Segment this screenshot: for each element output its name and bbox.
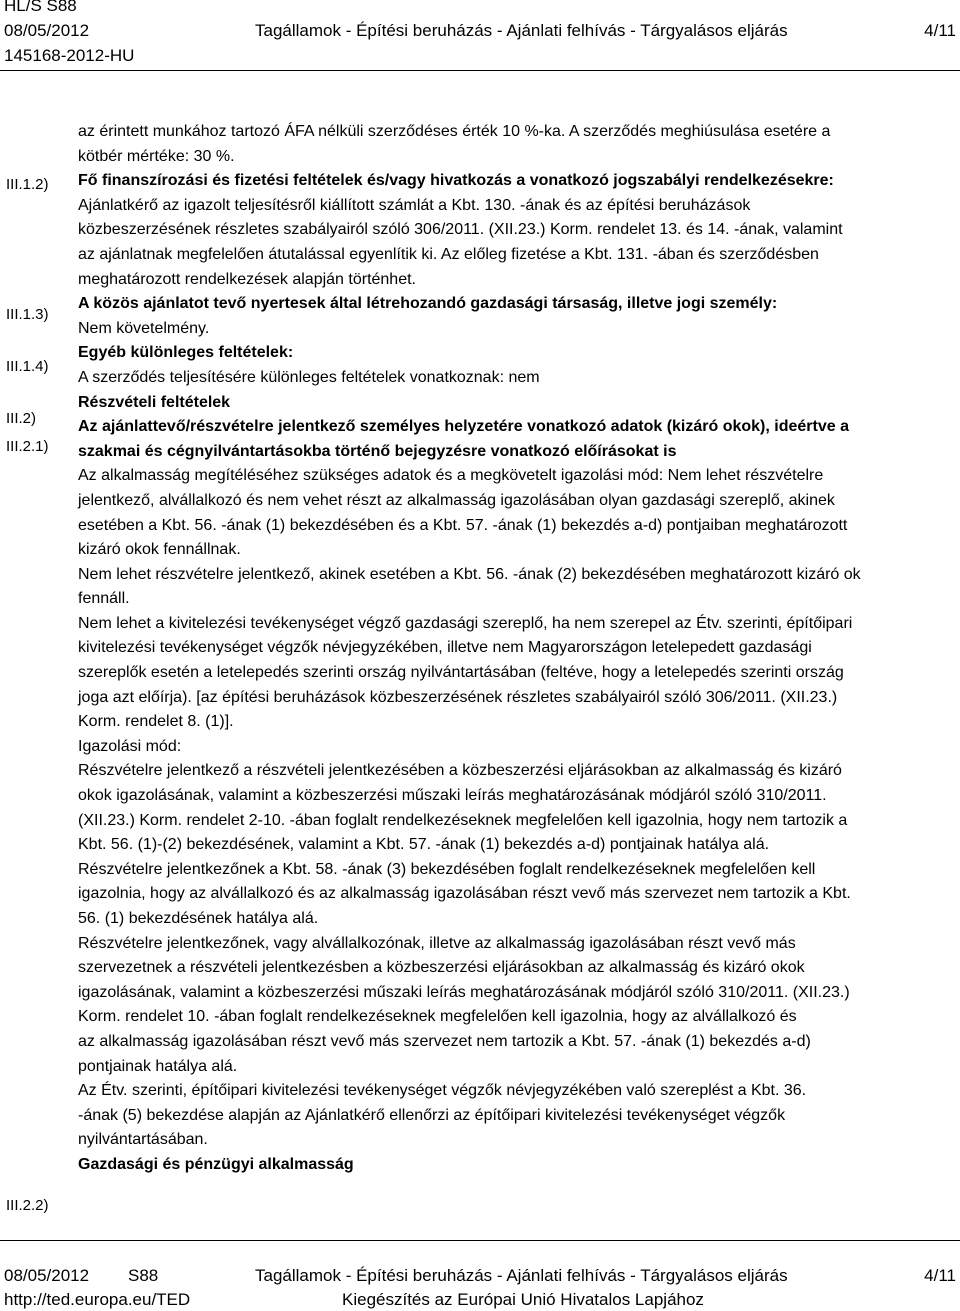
section-label: III.1.3) xyxy=(6,306,49,323)
text-line: fennáll. xyxy=(78,590,130,608)
section-label: III.1.2) xyxy=(6,176,49,193)
text-line: pontjainak hatálya alá. xyxy=(78,1057,238,1075)
text-line: kizáró okok fennállnak. xyxy=(78,541,241,559)
text-line: Részvételre jelentkezőnek, vagy alvállalkozónak, illetve az alkalmasság igazolásában részt vevő más xyxy=(78,934,796,952)
footer-rule xyxy=(0,1240,960,1241)
text-line: esetében a Kbt. 56. -ának (1) bekezdésében és a Kbt. 57. -ának (1) bekezdés a-d) pontjaiban meghatározott xyxy=(78,516,848,534)
text-line: -ának (5) bekezdése alapján az Ajánlatkérő ellenőrzi az építőipari kivitelezési tevékenységet végzők xyxy=(78,1106,786,1124)
section-label: III.1.4) xyxy=(6,358,49,375)
text-line: Korm. rendelet 8. (1)]. xyxy=(78,713,234,731)
text-line: Igazolási mód: xyxy=(78,737,182,755)
text-line: joga azt előírja). [az építési beruházások közbeszerzésének részletes szabályairól szóló 306/2011. (XII.23.) xyxy=(78,688,838,706)
text-line: Kbt. 56. (1)-(2) bekezdésének, valamint a Kbt. 57. -ának (1) bekezdés a-d) pontjainak hatálya alá. xyxy=(78,836,770,854)
footer-title: Tagállamok - Építési beruházás - Ajánlati felhívás - Tárgyalásos eljárás xyxy=(255,1266,788,1285)
text-line: az ajánlatnak megfelelően átutalással egyenlítik ki. Az előleg fizetése a Kbt. 131. -ában és szerződésben xyxy=(78,245,819,263)
section-label: III.2.1) xyxy=(6,438,49,455)
text-line: Gazdasági és pénzügyi alkalmasság xyxy=(78,1155,354,1173)
text-line: Az Étv. szerinti, építőipari kivitelezési tevékenységet végzők névjegyzékében való szereplést a Kbt. 36. xyxy=(78,1082,807,1100)
text-line: kötbér mértéke: 30 %. xyxy=(78,147,235,165)
text-line: Részvételre jelentkezőnek a Kbt. 58. -ának (3) bekezdésében foglalt rendelkezéseknek megfelelően kell xyxy=(78,860,816,878)
text-line: igazolásának, valamint a közbeszerzési műszaki leírás meghatározásának módjáról szóló 310/2011. (XII.23.) xyxy=(78,983,850,1001)
section-label: III.2.2) xyxy=(6,1197,49,1214)
text-line: meghatározott rendelkezések alapján történhet. xyxy=(78,270,416,288)
document-body xyxy=(78,120,958,1178)
text-line: kivitelezési tevékenységet végzők névjegyzékében, illetve nem Magyarországon letelepedett gazdasági xyxy=(78,639,812,657)
text-line: A szerződés teljesítésére különleges feltételek vonatkoznak: nem xyxy=(78,368,540,386)
header-document-id: 145168-2012-HU xyxy=(4,46,135,65)
text-line: igazolnia, hogy az alvállalkozó és az alkalmasság igazolásában részt vevő más szervezet nem tartozik a Kbt. xyxy=(78,885,851,903)
text-line: közbeszerzésének részletes szabályairól szóló 306/2011. (XII.23.) Korm. rendelet 13. és 14. -ának, valamint xyxy=(78,221,843,239)
text-line: jelentkező, alvállalkozó és nem vehet részt az alkalmasság igazolásában olyan gazdasági szereplő, akinek xyxy=(78,491,835,509)
text-line: szakmai és cégnyilvántartásokba történő bejegyzésre vonatkozó előírásokat is xyxy=(78,442,677,460)
text-line: szervezetnek a részvételi jelentkezésben a közbeszerzési eljárásokban az alkalmasság és kizáró okok xyxy=(78,959,805,977)
text-line: szereplők esetén a letelepedés szerinti ország nyilvántartásában (feltéve, hogy a letelepedés szerinti ország xyxy=(78,664,844,682)
header-page-number: 4/11 xyxy=(924,21,956,40)
header-title: Tagállamok - Építési beruházás - Ajánlati felhívás - Tárgyalásos eljárás xyxy=(255,21,788,40)
text-line: Nem lehet részvételre jelentkező, akinek esetében a Kbt. 56. -ának (2) bekezdésében meghatározott kizáró ok xyxy=(78,565,861,583)
footer-date: 08/05/2012 xyxy=(4,1266,90,1285)
header-series: HL/S S88 xyxy=(4,0,77,15)
footer-series: S88 xyxy=(128,1266,159,1285)
text-line: (XII.23.) Korm. rendelet 2-10. -ában foglalt rendelkezéseknek megfelelően kell igazolnia, hogy nem tartozik a xyxy=(78,811,848,829)
text-line: Egyéb különleges feltételek: xyxy=(78,344,294,362)
text-line: Ajánlatkérő az igazolt teljesítésről kiállított számlát a Kbt. 130. -ának és az építési beruházások xyxy=(78,196,751,214)
header-date: 08/05/2012 xyxy=(4,21,90,40)
text-line: Részvételi feltételek xyxy=(78,393,231,411)
text-line: Az alkalmasság megítéléséhez szükséges adatok és a megkövetelt igazolási mód: Nem lehet részvételre xyxy=(78,467,824,485)
text-line: az alkalmasság igazolásában részt vevő más szervezet nem tartozik a Kbt. 57. -ának (1) bekezdés a-d) xyxy=(78,1032,811,1050)
text-line: A közös ajánlatot tevő nyertesek által létrehozandó gazdasági társaság, illetve jogi személy: xyxy=(78,295,778,313)
footer-publisher: Kiegészítés az Európai Unió Hivatalos Lapjához xyxy=(342,1290,704,1309)
text-line: az érintett munkához tartozó ÁFA nélküli szerződéses érték 10 %-ka. A szerződés meghiúsulása esetére a xyxy=(78,123,831,140)
footer-url: http://ted.europa.eu/TED xyxy=(4,1290,191,1309)
text-line: nyilvántartásában. xyxy=(78,1131,208,1149)
section-label: III.2) xyxy=(6,410,37,427)
text-line: Fő finanszírozási és fizetési feltételek és/vagy hivatkozás a vonatkozó jogszabályi rendelkezésekre: xyxy=(78,172,834,190)
text-line: Részvételre jelentkező a részvételi jelentkezésében a közbeszerzési eljárásokban az alkalmasság és kizáró xyxy=(78,762,842,780)
footer-page-number: 4/11 xyxy=(924,1266,956,1285)
text-line: Nem lehet a kivitelezési tevékenységet végző gazdasági szereplő, ha nem szerepel az Étv. szerinti, építőipari xyxy=(78,614,853,632)
text-line: Nem követelmény. xyxy=(78,319,210,337)
text-line: Korm. rendelet 10. -ában foglalt rendelkezéseknek megfelelően kell igazolnia, hogy az alvállalkozó és xyxy=(78,1008,797,1026)
text-line: 56. (1) bekezdésének hatálya alá. xyxy=(78,910,319,927)
text-line: Az ajánlattevő/részvételre jelentkező személyes helyzetére vonatkozó adatok (kizáró okok), ideértve a xyxy=(78,418,849,436)
text-line: okok igazolásának, valamint a közbeszerzési műszaki leírás meghatározásának módjáról szóló 310/2011. xyxy=(78,787,827,805)
header-rule xyxy=(0,70,960,71)
